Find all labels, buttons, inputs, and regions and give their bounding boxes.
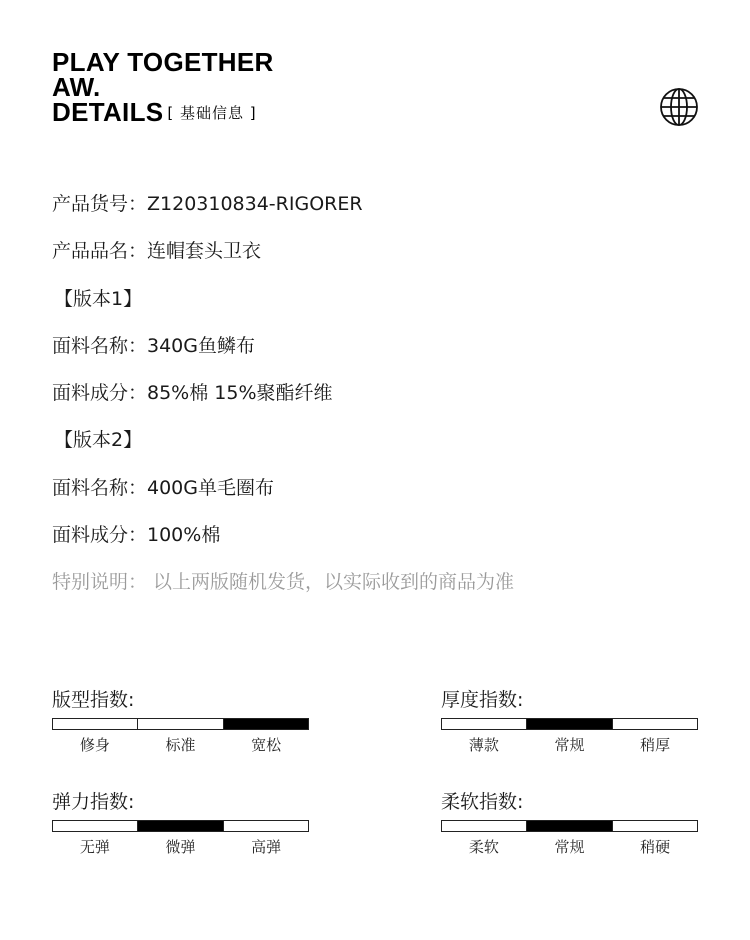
meter-ticks — [441, 838, 698, 856]
meter-label: 弹力指数: — [52, 791, 135, 813]
meter-option: 无弹 — [79, 838, 110, 856]
info-field: 面料名称：340G鱼鳞布 — [52, 334, 255, 357]
brand-line-1: PLAY TOGETHER — [52, 47, 274, 77]
meter-segment — [138, 719, 223, 729]
meter-segment-active — [138, 821, 223, 831]
product-info — [52, 188, 514, 614]
meter-option: 修身 — [79, 736, 110, 754]
meter-ticks — [52, 736, 309, 754]
info-field: 面料成分：85%棉 15%聚酯纤维 — [52, 382, 333, 405]
meter-option: 稍硬 — [640, 838, 671, 856]
info-field: 产品品名：连帽套头卫衣 — [52, 240, 262, 263]
version-heading: 【版本2】 — [54, 429, 143, 452]
meter-ticks — [52, 838, 309, 856]
meter-segment-active — [224, 719, 308, 729]
meter-option: 常规 — [554, 838, 585, 856]
header — [52, 47, 274, 127]
meter-segment — [442, 719, 527, 729]
index-meter — [441, 688, 698, 754]
meter-bar — [52, 718, 309, 730]
meter-label: 柔软指数: — [441, 791, 524, 813]
meter-segment — [442, 821, 527, 831]
special-note: 特别说明： 以上两版随机发货，以实际收到的商品为准 — [52, 571, 515, 594]
info-field: 产品货号：Z120310834-RIGORER — [52, 193, 363, 215]
meter-option: 标准 — [165, 736, 196, 754]
meter-bar — [441, 718, 698, 730]
meter-segment-active — [527, 821, 612, 831]
meter-bar — [441, 820, 698, 832]
meter-option: 柔软 — [468, 838, 499, 856]
meter-option: 薄款 — [468, 736, 499, 754]
meter-option: 宽松 — [251, 736, 282, 754]
meter-option: 高弹 — [251, 838, 282, 856]
info-field: 面料成分：100%棉 — [52, 524, 221, 547]
meter-bar — [52, 820, 309, 832]
meter-segment — [613, 719, 697, 729]
meter-option: 常规 — [554, 736, 585, 754]
info-field: 面料名称：400G单毛圈布 — [52, 476, 274, 499]
index-meter — [52, 688, 309, 754]
meter-segment — [224, 821, 308, 831]
index-meter — [52, 790, 309, 856]
meter-label: 版型指数: — [52, 689, 135, 711]
meter-segment — [613, 821, 697, 831]
meter-segment — [53, 719, 138, 729]
meter-segment — [53, 821, 138, 831]
index-meter — [441, 790, 698, 856]
version-heading: 【版本1】 — [54, 287, 143, 310]
brand-line-2: AW. — [52, 72, 101, 102]
globe-icon — [659, 87, 699, 127]
details-title: DETAILS — [52, 97, 164, 127]
meter-segment-active — [527, 719, 612, 729]
section-subtitle: [ 基础信息 ] — [167, 104, 257, 122]
meter-option: 微弹 — [165, 838, 196, 856]
meter-ticks — [441, 736, 698, 754]
meter-label: 厚度指数: — [441, 689, 524, 711]
meter-option: 稍厚 — [640, 736, 671, 754]
brand-line-3 — [52, 97, 274, 127]
